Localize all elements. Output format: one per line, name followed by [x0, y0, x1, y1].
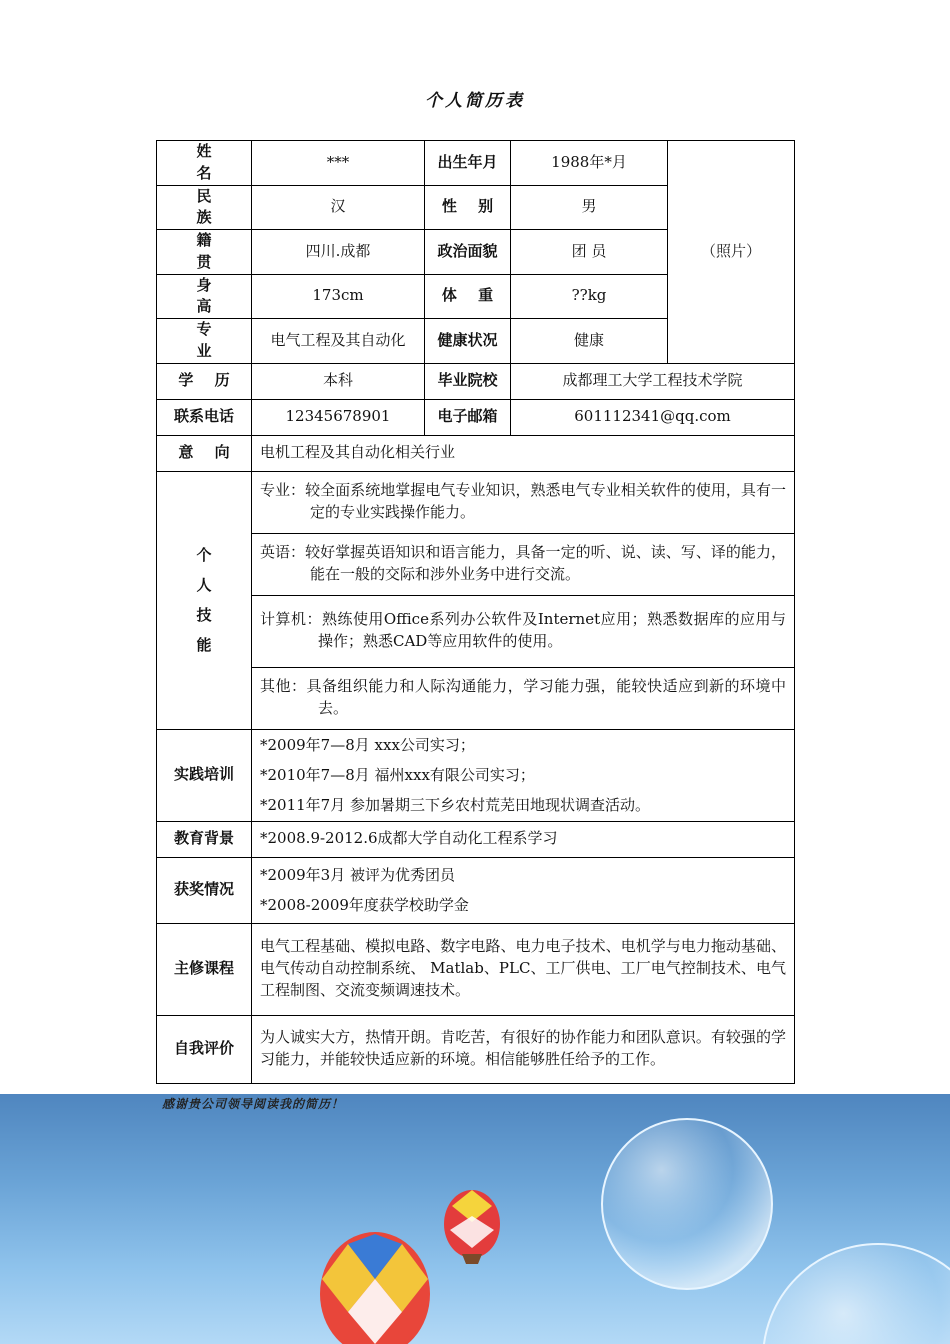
balloon-small [444, 1190, 500, 1264]
self-eval-value: 为人诚实大方，热情开朗。肯吃苦，有很好的协作能力和团队意识。有较强的学习能力，并能较快适应新的环境。相信能够胜任给予的工作。 [252, 1015, 795, 1083]
school-label: 毕业院校 [425, 363, 511, 399]
edu-label: 学 历 [157, 363, 252, 399]
education-label: 教育背景 [157, 821, 252, 857]
skills-label-char: 技 [196, 606, 212, 624]
practice-list [252, 729, 795, 821]
courses-label: 主修课程 [157, 923, 252, 1015]
awards-list [252, 857, 795, 923]
height-label: 身 高 [157, 274, 252, 319]
self-eval-label: 自我评价 [157, 1015, 252, 1083]
skill-text: 其他：具备组织能力和人际沟通能力，学习能力强，能较快适应到新的环境中去。 [260, 677, 786, 717]
skill-text: 英语：较好掌握英语知识和语言能力，具备一定的听、说、读、写、译的能力，能在一般的交际和涉外业务中进行交流。 [260, 543, 786, 583]
health-label: 健康状况 [425, 319, 511, 364]
page-title: 个人简历表 [425, 91, 525, 111]
skills-label-char: 个 [196, 546, 212, 564]
name-value: *** [252, 141, 425, 186]
practice-label: 实践培训 [157, 729, 252, 821]
practice-line: *2009年7—8月 xxx公司实习； [260, 736, 475, 754]
edu-value: 本科 [252, 363, 425, 399]
origin-label: 籍 贯 [157, 230, 252, 275]
education-value: *2008.9-2012.6成都大学自动化工程系学习 [252, 821, 795, 857]
skill-item-other [252, 667, 795, 729]
skills-label-char: 能 [196, 636, 212, 654]
birth-label: 出生年月 [425, 141, 511, 186]
political-value: 团 员 [511, 230, 668, 275]
email-label: 电子邮箱 [425, 399, 511, 435]
bubble-corner [763, 1244, 950, 1344]
intent-value: 电机工程及其自动化相关行业 [252, 435, 795, 471]
practice-line: *2010年7—8月 福州xxx有限公司实习； [260, 766, 535, 784]
sky-banner-image [0, 1094, 950, 1344]
gender-value: 男 [511, 185, 668, 230]
skill-item-major [252, 471, 795, 533]
weight-value: ??kg [511, 274, 668, 319]
skill-text: 计算机：熟练使用Office系列办公软件及Internet应用；熟悉数据库的应用与操作；熟悉CAD等应用软件的使用。 [260, 610, 786, 650]
weight-label: 体 重 [425, 274, 511, 319]
phone-label: 联系电话 [157, 399, 252, 435]
major-value: 电气工程及其自动化 [252, 319, 425, 364]
award-line: *2008-2009年度获学校助学金 [260, 896, 469, 914]
health-value: 健康 [511, 319, 668, 364]
skills-label-char: 人 [196, 576, 212, 594]
political-label: 政治面貌 [425, 230, 511, 275]
skill-item-english [252, 533, 795, 595]
birth-value: 1988年*月 [511, 141, 668, 186]
award-line: *2009年3月 被评为优秀团员 [260, 866, 455, 884]
thanks-note: 感谢贵公司领导阅读我的简历！ [162, 1097, 345, 1111]
name-label: 姓 名 [157, 141, 252, 186]
phone-value: 12345678901 [252, 399, 425, 435]
practice-line: *2011年7月 参加暑期三下乡农村荒芜田地现状调查活动。 [260, 796, 650, 814]
email-value: 601112341@qq.com [511, 399, 795, 435]
school-value: 成都理工大学工程技术学院 [511, 363, 795, 399]
ethnic-label: 民 族 [157, 185, 252, 230]
courses-value: 电气工程基础、模拟电路、数字电路、电力电子技术、电机学与电力拖动基础、电气传动自动控制系统、 Matlab、PLC、工厂供电、工厂电气控制技术、电气工程制图、交流变频调速技术。 [252, 923, 795, 1015]
skill-text: 专业：较全面系统地掌握电气专业知识，熟悉电气专业相关软件的使用，具有一定的专业实践操作能力。 [260, 481, 786, 521]
balloons-illustration [0, 1094, 950, 1344]
height-value: 173cm [252, 274, 425, 319]
bubble-large [602, 1119, 772, 1289]
origin-value: 四川.成都 [252, 230, 425, 275]
intent-label: 意 向 [157, 435, 252, 471]
skill-item-computer [252, 595, 795, 667]
gender-label: 性 别 [425, 185, 511, 230]
skills-label [157, 471, 252, 729]
balloon-large [320, 1232, 430, 1344]
awards-label: 获奖情况 [157, 857, 252, 923]
photo-placeholder: （照片） [668, 141, 795, 364]
ethnic-value: 汉 [252, 185, 425, 230]
major-label: 专 业 [157, 319, 252, 364]
resume-table [156, 140, 795, 1084]
